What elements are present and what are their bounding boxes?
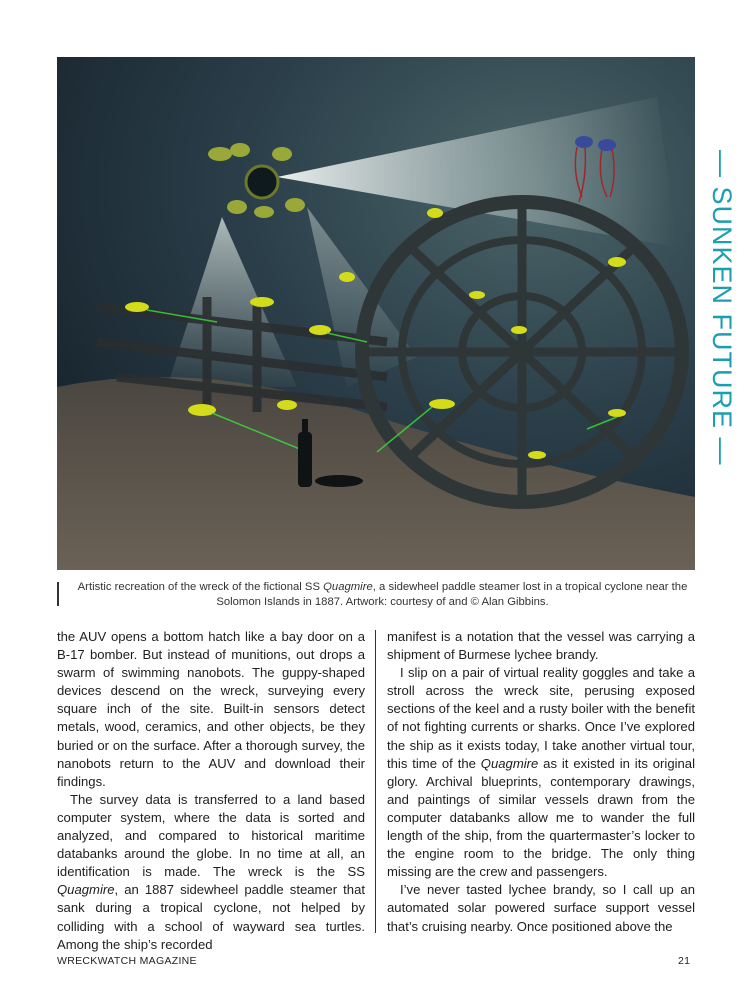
- paragraph: I slip on a pair of virtual reality goggles and take a stroll across the wreck site, perusing exposed sections of the keel and a rusty boiler with the benefit of not fighting currents or sharks. Once I’ve explored the ship as it exists today, I take another virtual tour, this time of the Quagmire as it existed in its original glory. Archival blueprints, contemporary drawings, and paintings of similar vessels drawn from the computer databanks allow me to wander the full length of the ship, from the quartermaster’s locker to the engine room to the bridge. The only thing missing are the crew and passengers.: [387, 665, 695, 880]
- paragraph: the AUV opens a bottom hatch like a bay door on a B-17 bomber. But instead of munitions, out drops a swarm of swimming nanobots. The guppy-shaped devices descend on the wreck, surveying every square inch of the site. Built-in sensors detect metals, wood, ceramics, and other objects, be they buried or on the surface. After a thorough survey, the nanobots return to the AUV and download their findings.: [57, 629, 365, 789]
- article-column-left: [57, 628, 365, 954]
- wreck-artwork: [57, 57, 695, 570]
- paragraph: I’ve never tasted lychee brandy, so I call up an automated solar powered surface support vessel that’s cruising nearby. Once positioned above the: [387, 882, 695, 934]
- caption-text: Artistic recreation of the wreck of the fictional SS: [77, 581, 324, 593]
- section-title: — SUNKEN FUTURE —: [707, 150, 737, 466]
- figure-caption: [70, 580, 695, 610]
- paragraph: manifest is a notation that the vessel was carrying a shipment of Burmese lychee brandy.: [387, 629, 695, 663]
- paragraph: The survey data is transferred to a land based computer system, where the data is sorted and analyzed, and compared to historical maritime databanks around the globe. In no time at all, an identification is made. The wreck is the SS Quagmire, an 1887 sidewheel paddle steamer that sank during a tropical cyclone, not helped by colliding with a school of wayward sea turtles. Among the ship’s recorded: [57, 791, 365, 952]
- page-number: 21: [678, 955, 691, 967]
- caption-text-end: , a sidewheel paddle steamer lost in a tropical cyclone near the Solomon Islands in 1887. Artwork: courtesy of and © Alan Gibbins.: [216, 581, 688, 608]
- caption-rule: [57, 582, 59, 606]
- paddle-wheel: [362, 202, 682, 502]
- magazine-name: WRECKWATCH MAGAZINE: [57, 955, 197, 967]
- article-column-right: [387, 628, 695, 936]
- column-divider: [375, 630, 376, 933]
- caption-ship-name: Quagmire: [323, 581, 373, 593]
- underwater-scene-illustration: [57, 57, 695, 570]
